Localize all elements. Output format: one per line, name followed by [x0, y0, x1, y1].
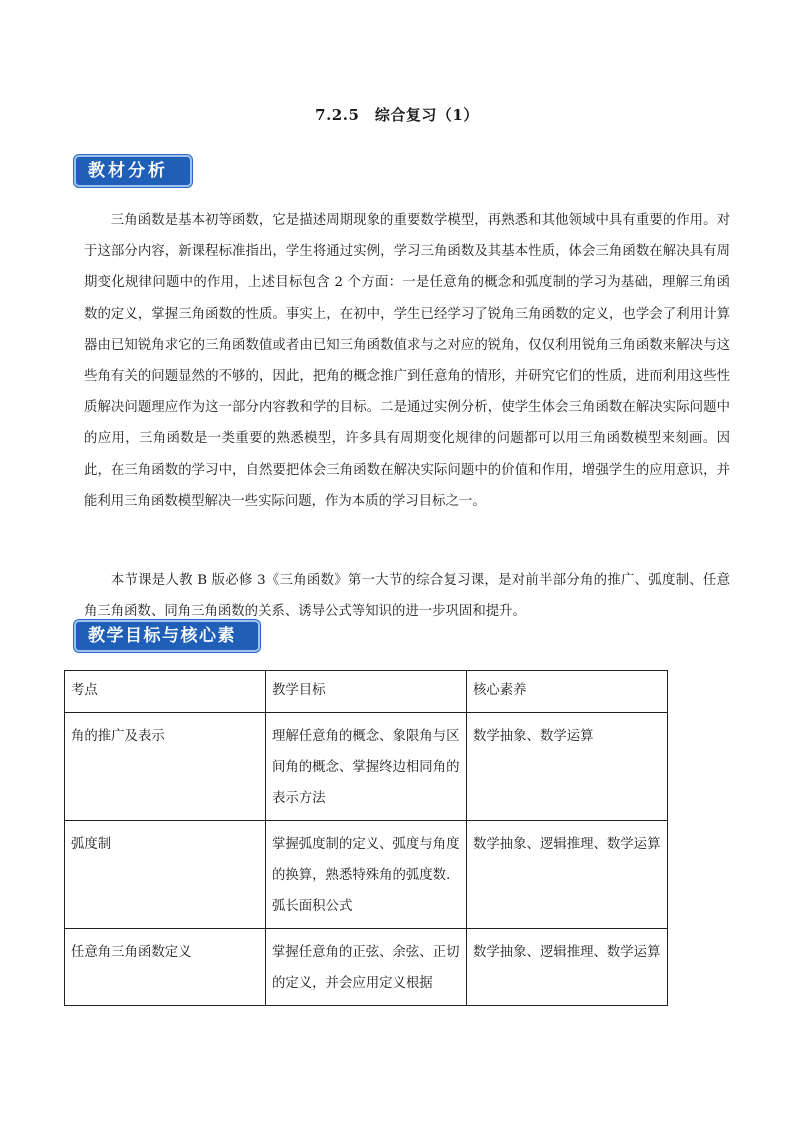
analysis-paragraph-2: 本节课是人教 B 版必修 3《三角函数》第一大节的综合复习课，是对前半部分角的推广、弧度制、任意角三角函数、同角三角函数的关系、诱导公式等知识的进一步巩固和提升。 — [84, 573, 730, 620]
goals-table — [64, 670, 668, 1006]
table-cell: 理解任意角的概念、象限角与区间角的概念、掌握终边相同角的表示方法 — [266, 713, 467, 821]
table-cell: 弧度制 — [65, 821, 266, 929]
table-header-cell: 教学目标 — [266, 671, 467, 713]
table-row — [65, 713, 668, 821]
table-cell: 数学抽象、逻辑推理、数学运算 — [467, 929, 668, 1006]
analysis-paragraph-1: 三角函数是基本初等函数，它是描述周期现象的重要数学模型，再熟悉和其他领域中具有重要的作用。对于这部分内容，新课程标准指出，学生将通过实例，学习三角函数及其基本性质，体会三角函数在解决具有周期变化规律问题中的作用，上述目标包含 2 个方面：一是任意角的概念和弧度制的学习为基础，理解三角函数的定义，掌握三角函数的性质。事实上，在初中，学生已经学习了锐角三角函数的定义，也学会了利用计算器由已知锐角求它的三角函数值或者由已知三角函数值求与之对应的锐角，仅仅利用锐角三角函数来解决与这些角有关的问题显然的不够的，因此，把角的概念推广到任意角的情形，并研究它们的性质，进而利用这些性质解决问题理应作为这一部分内容教和学的目标。二是通过实例分析，使学生体会三角函数在解决实际问题中的应用，三角函数是一类重要的熟悉模型，许多具有周期变化规律的问题都可以用三角函数模型来刻画。因此，在三角函数的学习中，自然要把体会三角函数在解决实际问题中的价值和作用，增强学生的应用意识，并能利用三角函数模型解决一些实际问题，作为本质的学习目标之一。 — [84, 213, 730, 509]
table-header-cell: 核心素养 — [467, 671, 668, 713]
table-row — [65, 821, 668, 929]
table-cell: 掌握任意角的正弦、余弦、正切的定义，并会应用定义根据 — [266, 929, 467, 1006]
table-header-row — [65, 671, 668, 713]
document-title: 7.2.5 综合复习（1） — [315, 106, 479, 124]
table-cell: 掌握弧度制的定义、弧度与角度的换算，熟悉特殊角的弧度数．弧长面积公式 — [266, 821, 467, 929]
table-cell: 角的推广及表示 — [65, 713, 266, 821]
table-cell: 数学抽象、逻辑推理、数学运算 — [467, 821, 668, 929]
table-header-cell: 考点 — [65, 671, 266, 713]
table-cell: 任意角三角函数定义 — [65, 929, 266, 1006]
section-tag-goals: 教学目标与核心素养 — [74, 620, 260, 652]
table-cell: 数学抽象、数学运算 — [467, 713, 668, 821]
section-tag-analysis: 教材分析 — [74, 155, 192, 187]
table-row — [65, 929, 668, 1006]
